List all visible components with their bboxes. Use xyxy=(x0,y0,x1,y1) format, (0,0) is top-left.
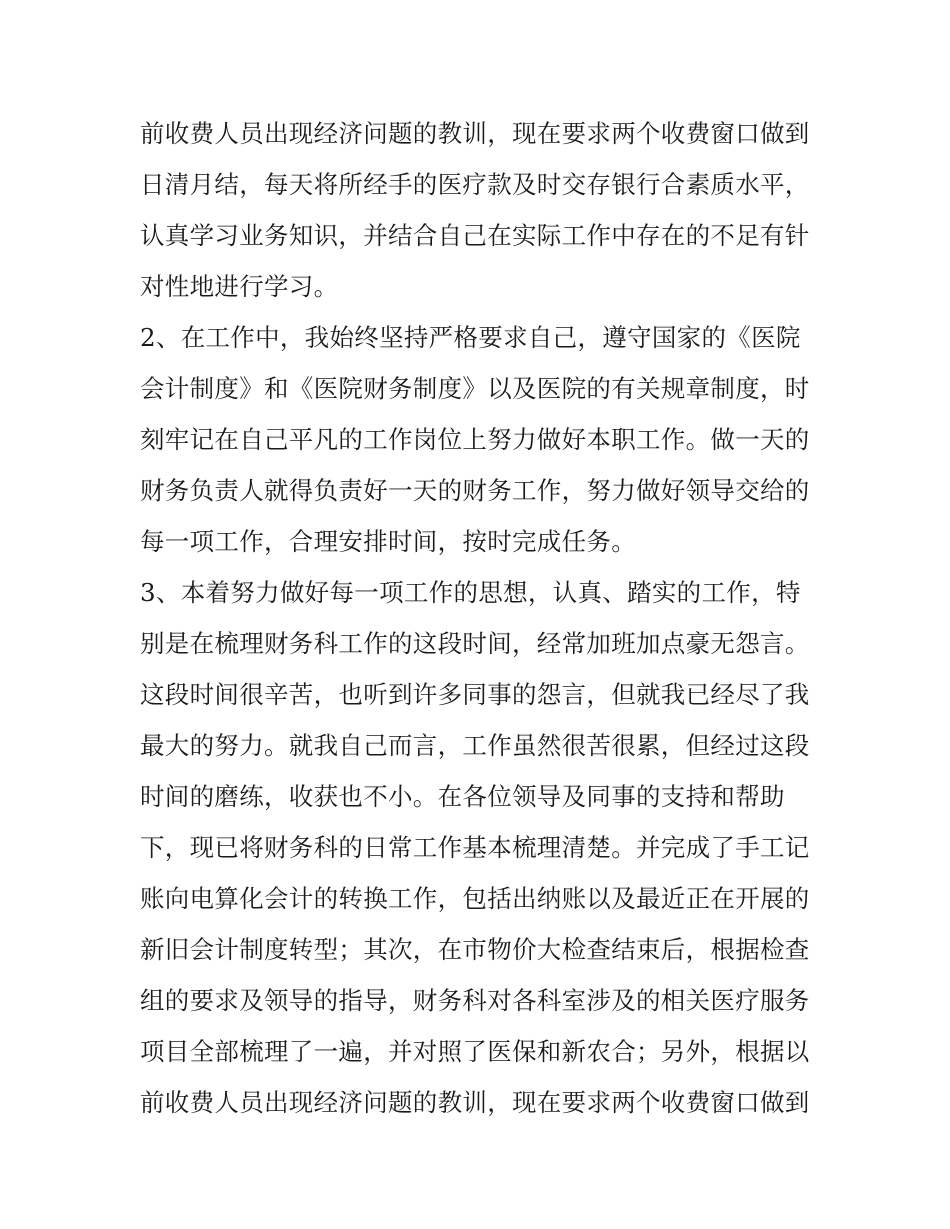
text-line: 这段时间很辛苦，也听到许多同事的怨言，但就我已经尽了我 xyxy=(140,680,810,709)
text-line: 时间的磨练，收获也不小。在各位领导及同事的支持和帮助 xyxy=(140,782,785,811)
text-line: 别是在梳理财务科工作的这段时间，经常加班加点豪无怨言。 xyxy=(140,629,810,658)
text-line: 新旧会计制度转型；其次，在市物价大检查结束后，根据检查 xyxy=(140,935,810,964)
text-line: 认真学习业务知识，并结合自己在实际工作中存在的不足有针 xyxy=(140,221,810,250)
text-line: 2、在工作中，我始终坚持严格要求自己，遵守国家的《医院 xyxy=(140,323,801,352)
text-line: 账向电算化会计的转换工作，包括出纳账以及最近正在开展的 xyxy=(140,884,810,913)
text-line: 会计制度》和《医院财务制度》以及医院的有关规章制度，时 xyxy=(140,374,810,403)
text-line: 最大的努力。就我自己而言，工作虽然很苦很累，但经过这段 xyxy=(140,731,810,760)
text-line: 3、本着努力做好每一项工作的思想，认真、踏实的工作，特 xyxy=(140,578,801,607)
text-line: 每一项工作，合理安排时间，按时完成任务。 xyxy=(140,527,636,556)
text-line: 前收费人员出现经济问题的教训，现在要求两个收费窗口做到 xyxy=(140,119,810,148)
text-line: 项目全部梳理了一遍，并对照了医保和新农合；另外，根据以 xyxy=(140,1037,810,1066)
text-line: 财务负责人就得负责好一天的财务工作，努力做好领导交给的 xyxy=(140,476,810,505)
text-line: 日清月结，每天将所经手的医疗款及时交存银行合素质水平， xyxy=(140,170,810,199)
text-line: 对性地进行学习。 xyxy=(140,272,339,301)
document-body xyxy=(140,108,830,1128)
text-line: 下，现已将财务科的日常工作基本梳理清楚。并完成了手工记 xyxy=(140,833,810,862)
text-line: 前收费人员出现经济问题的教训，现在要求两个收费窗口做到 xyxy=(140,1088,810,1117)
text-line: 组的要求及领导的指导，财务科对各科室涉及的相关医疗服务 xyxy=(140,986,810,1015)
text-line: 刻牢记在自己平凡的工作岗位上努力做好本职工作。做一天的 xyxy=(140,425,810,454)
